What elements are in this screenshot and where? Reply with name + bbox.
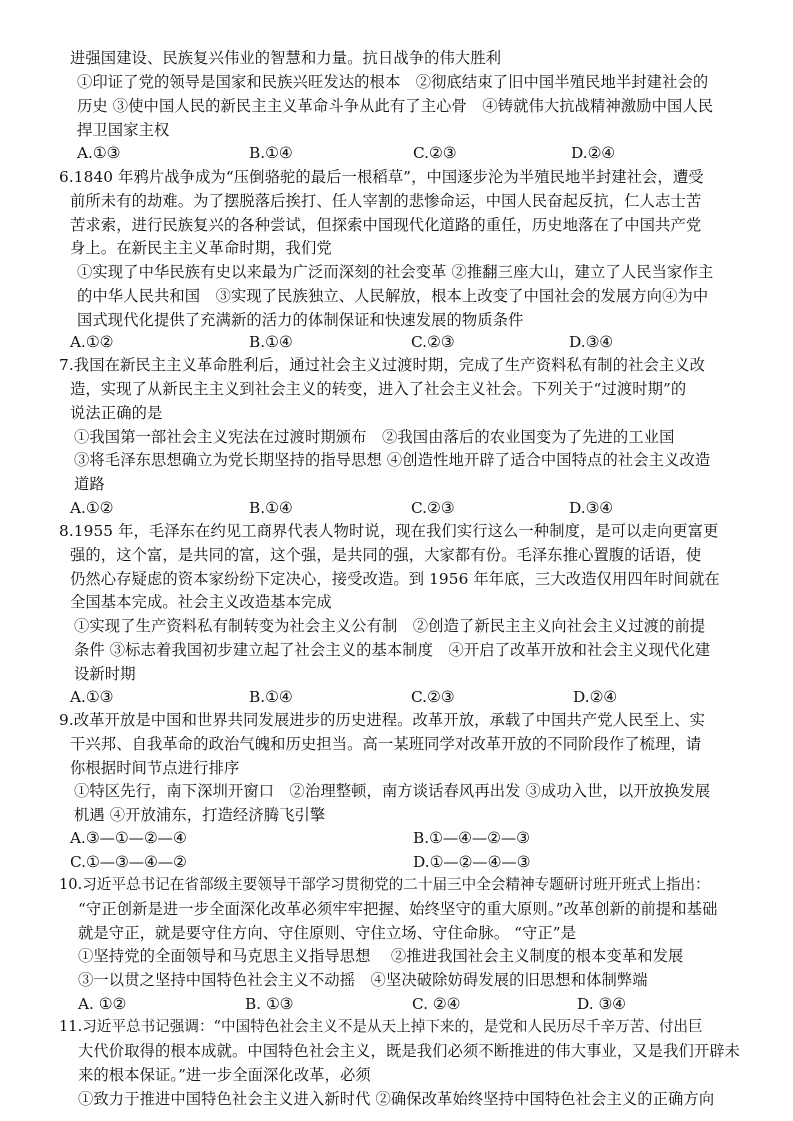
choice-line: 捍卫国家主权 [77, 121, 170, 139]
question-line: 说法正确的是 [70, 404, 163, 422]
option-c: C.②③ [411, 499, 455, 517]
option-d: D.③④ [569, 499, 614, 517]
question-line: 造，实现了从新民主主义到社会主义的转变，进入了社会主义社会。下列关于“过渡时期”的 [70, 380, 687, 398]
option-d: D.②④ [573, 688, 618, 706]
option-a: A.①③ [70, 688, 114, 706]
option-b: B.①—④—②—③ [413, 829, 530, 847]
choice-line: 条件 ③标志着我国初步建立起了社会主义的基本制度 ④开启了改革开放和社会主义现代化建 [74, 641, 711, 659]
choice-line: ①特区先行，南下深圳开窗口 ②治理整顿，南方谈话春风再出发 ③成功入世，以开放换发展 [74, 782, 711, 800]
choice-line: 设新时期 [74, 665, 136, 683]
option-d: D.①—②—④—③ [413, 853, 531, 871]
question-line: “守正创新是进一步全面深化改革必须牢牢把握、始终坚守的重大原则。”改革创新的前提和基础 [78, 900, 718, 918]
option-b: B. ①③ [245, 995, 294, 1013]
question-line: 8.1955 年，毛泽东在约见工商界代表人物时说，现在我们实行这么一种制度，是可以走向更富更 [59, 522, 719, 540]
question-line: 9.改革开放是中国和世界共同发展进步的历史进程。改革开放，承载了中国共产党人民至上、实 [59, 711, 706, 729]
question-line: 6.1840 年鸦片战争成为“压倒骆驼的最后一根稻草”，中国逐步沦为半殖民地半封建社会，遭受 [59, 168, 704, 186]
question-line: 仍然心存疑虑的资本家纷纷下定决心，接受改造。到 1956 年年底，三大改造仅用四年时间就在 [70, 570, 720, 588]
option-c: C.②③ [413, 144, 457, 162]
option-c: C.①—③—④—② [70, 853, 187, 871]
question-line: 来的根本保证。”进一步全面深化改革，必须 [78, 1066, 371, 1084]
choice-line: 国式现代化提供了充满新的活力的体制保证和快速发展的物质条件 [77, 311, 524, 329]
question-line: 全国基本完成。社会主义改造基本完成 [70, 593, 332, 611]
question-line: 强的，这个富，是共同的富，这个强，是共同的强，大家都有份。毛泽东推心置腹的话语，使 [70, 546, 702, 564]
option-a: A.①② [70, 499, 114, 517]
choice-line: ①实现了中华民族有史以来最为广泛而深刻的社会变革 ②推翻三座大山，建立了人民当家作主 [77, 263, 714, 281]
choice-line: 的中华人民共和国 ③实现了民族独立、人民解放，根本上改变了中国社会的发展方向④为中 [77, 287, 709, 305]
option-d: D.③④ [569, 333, 614, 351]
choice-line: ①坚持党的全面领导和马克思主义指导思想 ②推进我国社会主义制度的根本变革和发展 [78, 947, 684, 965]
choice-line: 道路 [74, 475, 105, 493]
option-b: B.①④ [249, 333, 293, 351]
choice-line: 机遇 ④开放浦东，打造经济腾飞引擎 [74, 806, 326, 824]
option-b: B.①④ [249, 688, 293, 706]
question-line: 干兴邦、自我革命的政治气魄和历史担当。高一某班同学对改革开放的不同阶段作了梳理，请 [70, 735, 702, 753]
question-line: 前所未有的劫难。为了摆脱落后挨打、任人宰割的悲惨命运，中国人民奋起反抗，仁人志士苦 [70, 192, 702, 210]
option-a: A.①② [70, 333, 114, 351]
question-line: 进强国建设、民族复兴伟业的智慧和力量。抗日战争的伟大胜利 [70, 49, 502, 67]
option-c: C.②③ [411, 688, 455, 706]
choice-line: ③一以贯之坚持中国特色社会主义不动摇 ④坚决破除妨碍发展的旧思想和体制弊端 [78, 971, 648, 989]
option-b: B.①④ [249, 499, 293, 517]
option-a: A.③—①—②—④ [70, 829, 187, 847]
choice-line: ①实现了生产资料私有制转变为社会主义公有制 ②创造了新民主主义向社会主义过渡的前提 [74, 617, 706, 635]
option-a: A.①③ [77, 144, 121, 162]
option-d: D. ③④ [577, 995, 626, 1013]
choice-line: ①致力于推进中国特色社会主义进入新时代 ②确保改革始终坚持中国特色社会主义的正确方向 [78, 1090, 715, 1108]
choice-line: 历史 ③使中国人民的新民主主义革命斗争从此有了主心骨 ④铸就伟大抗战精神激励中国人民 [77, 97, 714, 115]
question-line: 苦求索，进行民族复兴的各种尝试，但探索中国现代化道路的重任，历史地落在了中国共产党 [70, 216, 702, 234]
question-line: 11.习近平总书记强调：“中国特色社会主义不是从天上掉下来的，是党和人民历尽千辛万苦、付出巨 [59, 1018, 703, 1035]
question-line: 身上。在新民主主义革命时期，我们党 [70, 239, 332, 257]
choice-line: ③将毛泽东思想确立为党长期坚持的指导思想 ④创造性地开辟了适合中国特点的社会主义改造 [74, 451, 711, 469]
option-d: D.②④ [571, 144, 616, 162]
choice-line: ①印证了党的领导是国家和民族兴旺发达的根本 ②彻底结束了旧中国半殖民地半封建社会的 [77, 73, 709, 91]
option-a: A. ①② [78, 995, 127, 1013]
option-c: C. ②④ [412, 995, 461, 1013]
question-line: 你根据时间节点进行排序 [70, 759, 240, 777]
question-line: 7.我国在新民主主义革命胜利后，通过社会主义过渡时期，完成了生产资料私有制的社会主义改 [59, 356, 706, 374]
question-line: 就是守正，就是要守住方向、守住原则、守住立场、守住命脉。 “守正”是 [78, 924, 577, 942]
question-line: 大代价取得的根本成就。中国特色社会主义，既是我们必须不断推进的伟大事业，又是我们开辟未 [78, 1042, 741, 1060]
option-c: C.②③ [411, 333, 455, 351]
question-line: 10.习近平总书记在省部级主要领导干部学习贯彻党的二十届三中全会精神专题研讨班开班式上指出： [59, 876, 710, 893]
choice-line: ①我国第一部社会主义宪法在过渡时期颁布 ②我国由落后的农业国变为了先进的工业国 [74, 428, 675, 446]
option-b: B.①④ [249, 144, 293, 162]
